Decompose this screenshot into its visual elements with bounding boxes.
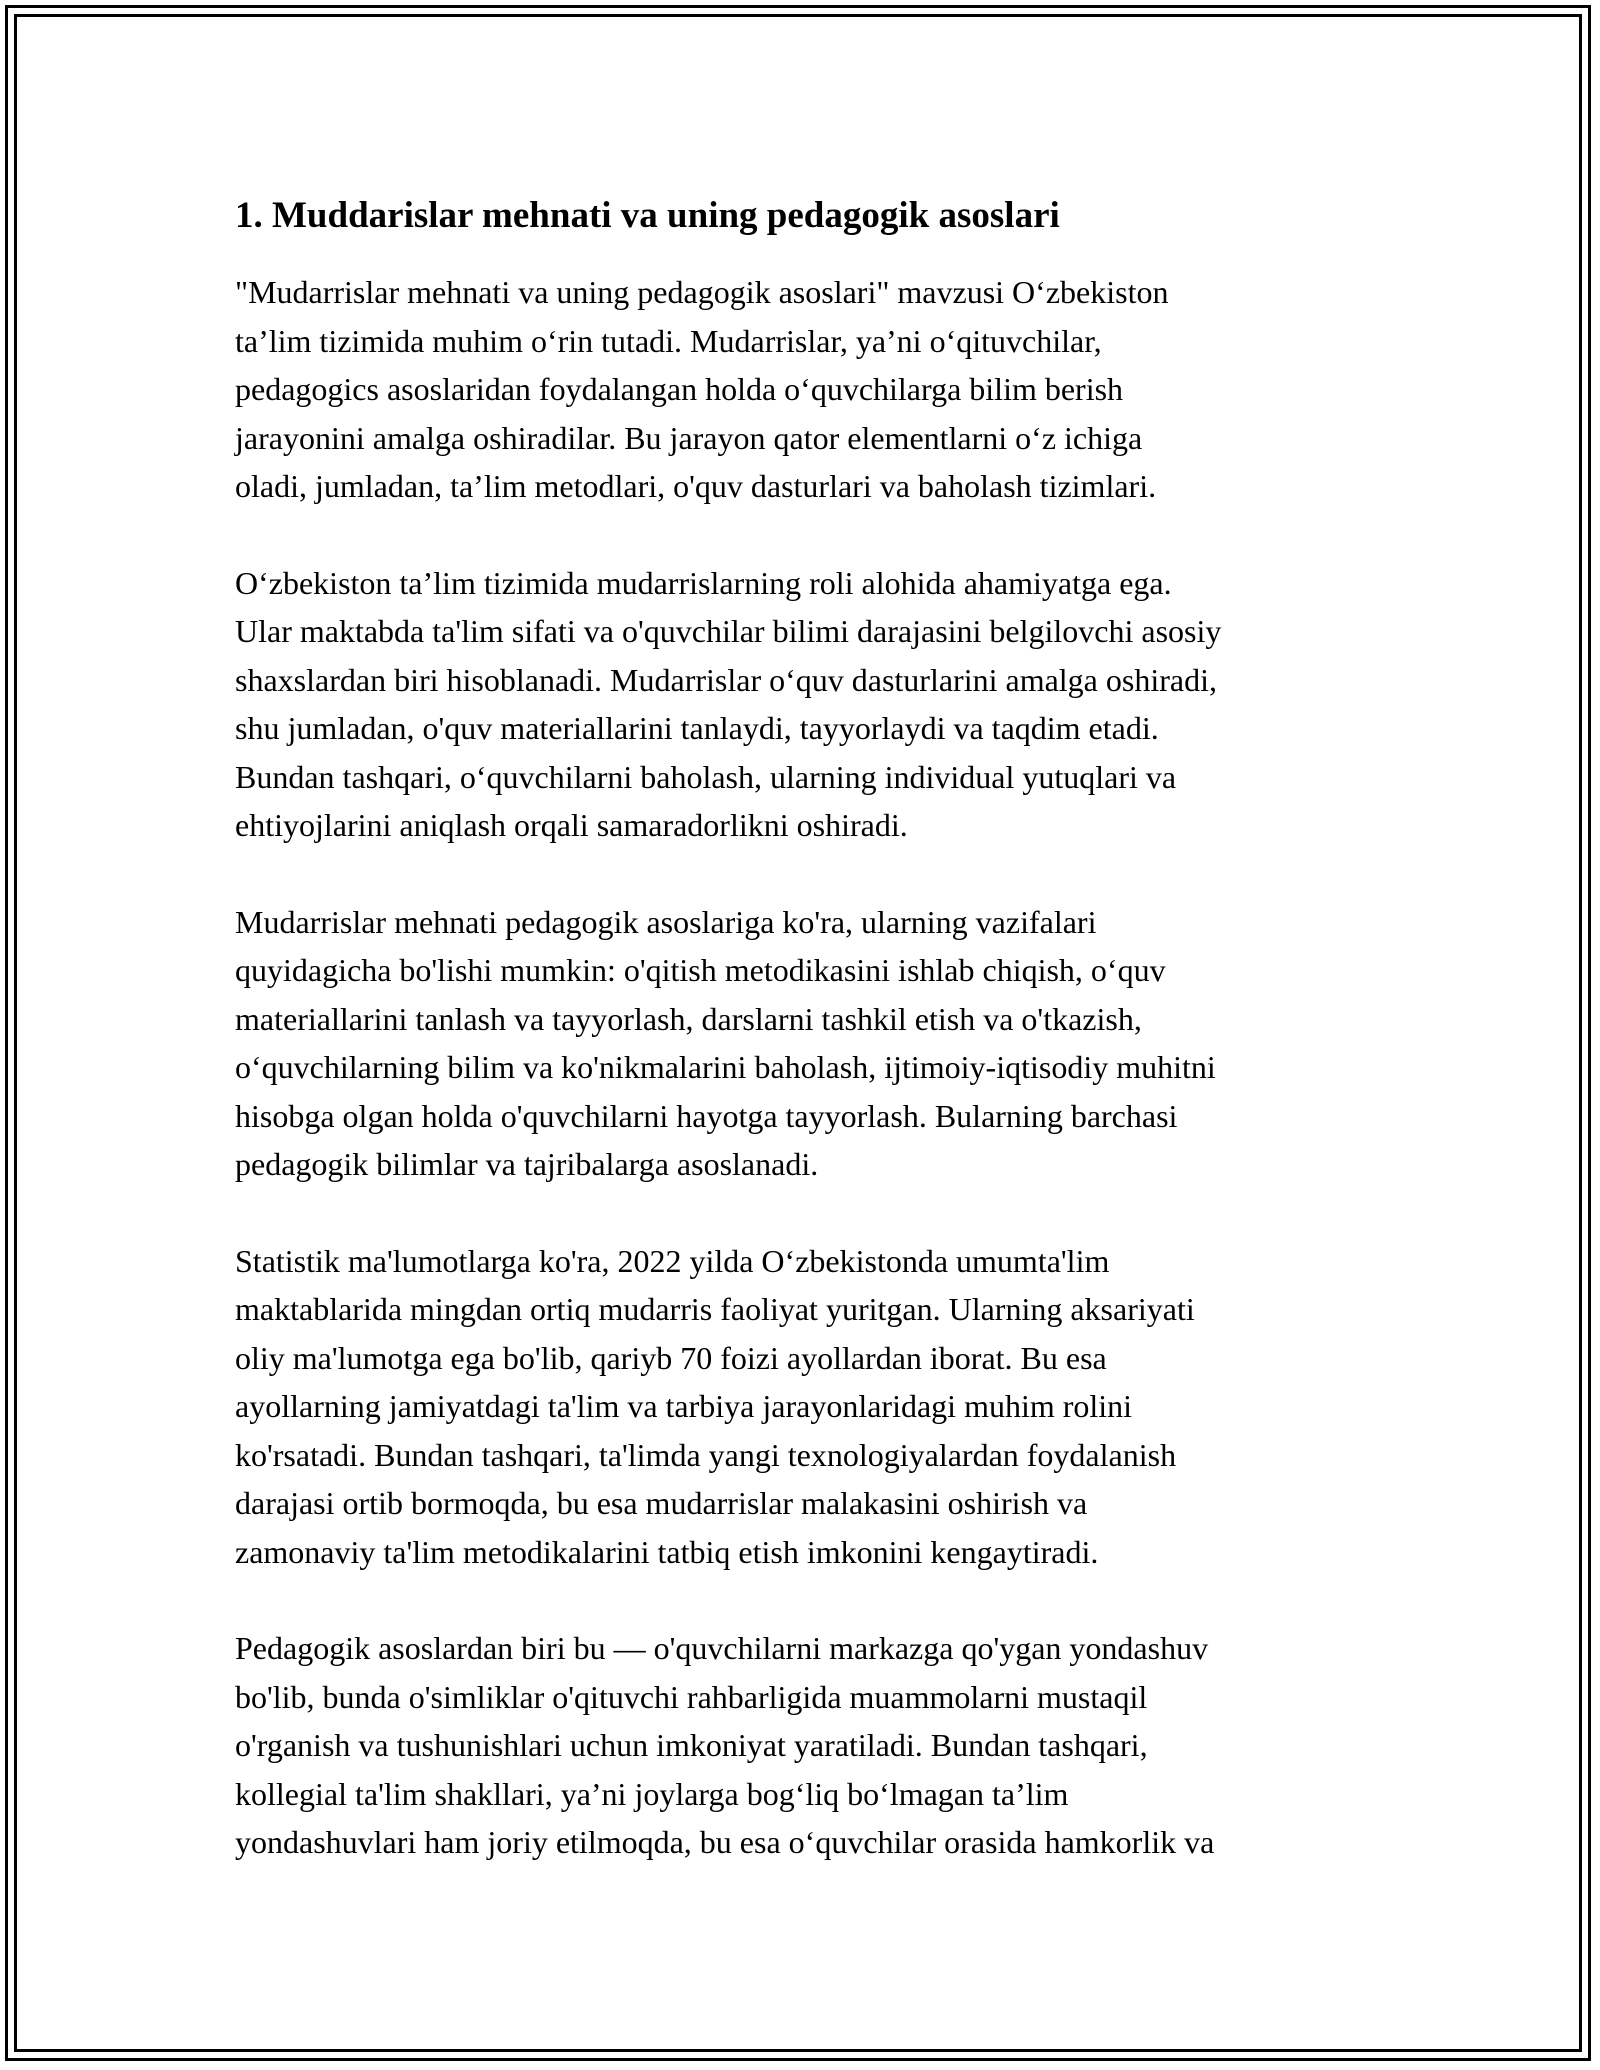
text-line: ayollarning jamiyatdagi ta'lim va tarbiya jarayonlaridagi muhim rolini [235,1388,1133,1424]
text-line: ta’lim tizimida muhim o‘rin tutadi. Mudarrislar, ya’ni o‘qituvchilar, [235,322,1102,359]
text-line: shu jumladan, o'quv materiallarini tanlaydi, tayyorlaydi va taqdim etadi. [235,710,1159,746]
document-body [235,190,1375,1915]
paragraph-4 [235,1237,1375,1577]
text-line: O‘zbekiston ta’lim tizimida mudarrislarning roli alohida ahamiyatga ega. [235,564,1172,601]
paragraph-3 [235,898,1375,1189]
text-line: materiallarini tanlash va tayyorlash, darslarni tashkil etish va o'tkazish, [235,1000,1142,1037]
text-line: "Mudarrislar mehnati va uning pedagogik asoslari" mavzusi O‘zbekiston [235,274,1169,310]
text-line: Bundan tashqari, o‘quvchilarni baholash, ularning individual yutuqlari va [235,758,1177,795]
paragraph-5 [235,1624,1375,1867]
text-line: ko'rsatadi. Bundan tashqari, ta'limda yangi texnologiyalardan foydalanish [235,1436,1177,1473]
text-line: bo'lib, bunda o'simliklar o'qituvchi rahbarligida muammolarni mustaqil [235,1678,1148,1715]
text-line: Mudarrislar mehnati pedagogik asoslariga ko'ra, ularning vazifalari [235,903,1097,940]
text-line: Ular maktabda ta'lim sifati va o'quvchilar bilimi darajasini belgilovchi asosiy [235,613,1222,649]
text-line: o'rganish va tushunishlari uchun imkoniyat yaratiladi. Bundan tashqari, [235,1727,1148,1763]
text-line: shaxslardan biri hisoblanadi. Mudarrislar o‘quv dasturlarini amalga oshiradi, [235,661,1217,698]
text-line: Statistik ma'lumotlarga ko'ra, 2022 yilda O‘zbekistonda umumta'lim [235,1242,1110,1279]
text-line: darajasi ortib bormoqda, bu esa mudarrislar malakasini oshirish va [235,1485,1088,1521]
paragraph-2 [235,559,1375,850]
text-line: o‘quvchilarning bilim va ko'nikmalarini baholash, ijtimoiy-iqtisodiy muhitni [235,1049,1216,1085]
text-line: yondashuvlari ham joriy etilmoqda, bu esa o‘quvchilar orasida hamkorlik va [235,1824,1215,1860]
paragraph-1 [235,268,1375,511]
text-line: maktablarida mingdan ortiq mudarris faoliyat yuritgan. Ularning aksariyati [235,1291,1195,1327]
text-line: jarayonini amalga oshiradilar. Bu jarayon qator elementlarni o‘z ichiga [235,419,1143,456]
section-heading: 1. Muddarislar mehnati va uning pedagogik asoslari [235,195,1060,236]
text-line: quyidagicha bo'lishi mumkin: o'qitish metodikasini ishlab chiqish, o‘quv [235,952,1166,988]
text-line: oladi, jumladan, ta’lim metodlari, o'quv dasturlari va baholash tizimlari. [235,468,1157,504]
text-line: oliy ma'lumotga ega bo'lib, qariyb 70 foizi ayollardan iborat. Bu esa [235,1339,1107,1376]
text-line: kollegial ta'lim shakllari, ya’ni joylarga bog‘liq bo‘lmagan ta’lim [235,1775,1069,1812]
text-line: hisobga olgan holda o'quvchilarni hayotga tayyorlash. Bularning barchasi [235,1097,1178,1134]
text-line: pedagogics asoslaridan foydalangan holda o‘quvchilarga bilim berish [235,371,1124,407]
text-line: ehtiyojlarini aniqlash orqali samaradorlikni oshiradi. [235,807,908,843]
text-line: Pedagogik asoslardan biri bu — o'quvchilarni markazga qo'ygan yondashuv [235,1630,1209,1666]
text-line: pedagogik bilimlar va tajribalarga asoslanadi. [235,1146,819,1182]
text-line: zamonaviy ta'lim metodikalarini tatbiq etish imkonini kengaytiradi. [235,1533,1099,1570]
